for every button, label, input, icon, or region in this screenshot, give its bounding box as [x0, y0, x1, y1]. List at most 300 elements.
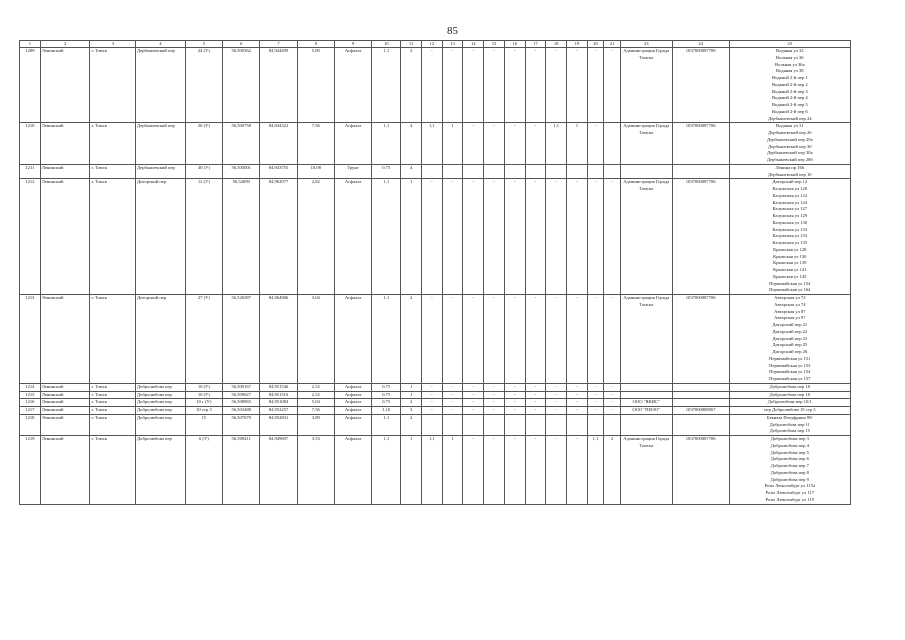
address-item: Дигорский пер 26 — [772, 349, 808, 354]
table-cell: Добролюбова пер — [136, 436, 186, 505]
table-cell: 1 — [401, 436, 422, 505]
table-cell — [587, 164, 604, 179]
address-item: Добролюбова пер 7 — [770, 463, 809, 468]
table-cell: 24 (У) — [185, 48, 222, 123]
address-list — [729, 414, 850, 435]
table-cell: - — [546, 407, 567, 415]
table-cell: - — [604, 48, 621, 123]
table-cell: - — [525, 48, 546, 123]
table-cell — [484, 414, 505, 435]
address-item: Водяная ул 38 — [776, 68, 804, 74]
table-cell: 1214 — [20, 383, 41, 391]
table-cell: Ленинский — [40, 399, 90, 407]
table-cell: 84,951516 — [260, 391, 297, 399]
table-cell: - — [421, 179, 442, 295]
column-header: 21 — [604, 41, 621, 48]
table-cell: 15 — [185, 414, 222, 435]
address-item: Дигорский пер 12 — [772, 179, 808, 185]
address-item: Первомайская ул 151 — [769, 355, 811, 361]
address-item: Дербышевский пер 29а — [767, 136, 813, 142]
table-cell: Ленинский — [40, 414, 90, 435]
table-row — [20, 414, 851, 435]
address-item: Водяная ул 32 — [776, 48, 804, 53]
address-list — [729, 48, 850, 123]
table-cell: - — [546, 391, 567, 399]
table-cell: - — [463, 407, 484, 415]
table-cell: - — [546, 295, 567, 384]
table-cell: - — [546, 399, 567, 407]
table-cell: 6 (У) — [185, 436, 222, 505]
address-item: Бекназа Полуфрина 99/ — [766, 414, 813, 420]
table-cell: Ленинский — [40, 407, 90, 415]
table-cell: 2 — [401, 48, 422, 123]
address-list — [729, 164, 850, 179]
table-cell: - — [525, 383, 546, 391]
table-cell — [442, 414, 463, 435]
table-cell: Добролюбова пер — [136, 407, 186, 415]
address-item: Дигорский пер 22 — [772, 328, 808, 334]
table-cell: 1,1 — [587, 436, 604, 505]
address-item: Дербышевский пер 10 — [768, 171, 812, 177]
table-cell — [672, 399, 729, 407]
table-cell: 56,526587 — [223, 295, 260, 384]
table-cell: - — [442, 391, 463, 399]
table-cell: 1,1 — [421, 123, 442, 165]
address-item: Добролюбова пер 10 — [769, 391, 811, 397]
table-cell: 3,53 — [297, 436, 334, 505]
table-cell: - — [587, 383, 604, 391]
table-cell: - — [421, 399, 442, 407]
table-cell: Ленинский — [40, 164, 90, 179]
address-item: Дербышевский пер 26 — [768, 130, 812, 135]
table-cell: г. Томск — [90, 414, 136, 435]
table-cell: 1037000087706 — [672, 123, 729, 165]
table-cell: 27 (У) — [185, 295, 222, 384]
address-item: Водяной 2-й пер 1 — [771, 75, 808, 80]
column-header: 3 — [90, 41, 136, 48]
table-cell: - — [604, 295, 621, 384]
table-cell: - — [504, 295, 525, 384]
table-cell: Ленинский — [40, 383, 90, 391]
table-cell: - — [442, 407, 463, 415]
table-cell — [672, 383, 729, 391]
table-cell: - — [604, 407, 621, 415]
column-header: 5 — [185, 41, 222, 48]
address-item: Калужская ул 130 — [772, 219, 808, 225]
table-cell: 1 — [567, 123, 588, 165]
table-cell: 1037000088567 — [672, 407, 729, 415]
table-cell: 56,507679 — [223, 414, 260, 435]
table-cell: г. Томск — [90, 399, 136, 407]
table-cell — [484, 164, 505, 179]
register-table — [19, 40, 851, 505]
table-cell: - — [525, 436, 546, 505]
table-cell: - — [421, 295, 442, 384]
column-header: 23 — [620, 41, 672, 48]
table-cell: - — [484, 436, 505, 505]
table-cell: - — [546, 179, 567, 295]
table-cell: - — [504, 48, 525, 123]
address-item: Дербышевский пер 28б — [766, 157, 813, 162]
table-cell — [546, 164, 567, 179]
table-cell: - — [604, 399, 621, 407]
table-cell: - — [546, 383, 567, 391]
table-cell: - — [587, 295, 604, 384]
table-cell: 1037000087706 — [672, 295, 729, 384]
table-cell: Грунт — [334, 164, 371, 179]
address-item: Первомайская ул 164 — [769, 287, 811, 293]
table-cell: 10,08 — [297, 164, 334, 179]
table-row — [20, 48, 851, 123]
address-item: Калужская ул 129 — [772, 213, 808, 218]
column-header: 15 — [484, 41, 505, 48]
column-header: 12 — [421, 41, 442, 48]
table-cell: 1211 — [20, 164, 41, 179]
table-cell: Асфальт — [334, 436, 371, 505]
address-item: Водяной 2-й пер 4 — [771, 95, 808, 101]
table-cell: 2 — [401, 399, 422, 407]
column-header: 18 — [546, 41, 567, 48]
table-cell: 1218 — [20, 414, 41, 435]
table-cell: 84,944499 — [260, 48, 297, 123]
column-header: 1 — [20, 41, 41, 48]
table-cell — [604, 123, 621, 165]
table-cell: г. Томск — [90, 179, 136, 295]
table-cell: 10 г (У) — [185, 399, 222, 407]
table-cell: - — [504, 383, 525, 391]
address-item: Дербышевский пер 30 — [768, 143, 812, 149]
table-cell: - — [525, 295, 546, 384]
table-cell: - — [504, 399, 525, 407]
table-cell: 1 — [442, 436, 463, 505]
address-item: Крымская ул 141 — [773, 267, 807, 272]
address-item: Калужская ул 133 — [772, 226, 808, 232]
table-cell — [504, 164, 525, 179]
table-cell: - — [587, 179, 604, 295]
table-cell: - — [587, 48, 604, 123]
column-header: 7 — [260, 41, 297, 48]
table-cell: - — [463, 436, 484, 505]
table-cell — [604, 414, 621, 435]
table-row — [20, 391, 851, 399]
address-item: Первомайская ул 154 — [769, 280, 811, 286]
table-cell: 26 (У) — [185, 123, 222, 165]
table-cell: г. Томск — [90, 164, 136, 179]
address-item: Дербышевский пер 24 — [768, 115, 812, 121]
table-cell: 1,1 — [372, 179, 401, 295]
table-cell: Асфальт — [334, 48, 371, 123]
table-cell: 2 — [401, 295, 422, 384]
address-item: Водяной 2-й пер 2 — [771, 81, 808, 87]
table-cell: - — [504, 123, 525, 165]
address-item: Вольная ул 36 — [776, 54, 804, 60]
address-item: Калужская ул 120 — [772, 186, 808, 191]
table-cell: 5,04 — [297, 399, 334, 407]
table-cell: 1,1 — [372, 295, 401, 384]
table-cell: - — [546, 436, 567, 505]
table-cell — [620, 391, 672, 399]
address-item: Калужская ул 127 — [772, 206, 808, 212]
table-cell: 56,500362 — [223, 48, 260, 123]
table-cell: - — [604, 179, 621, 295]
address-item: Крымская ул 145 — [773, 273, 807, 279]
table-cell: 1,1 — [372, 123, 401, 165]
table-cell — [672, 391, 729, 399]
address-item: Калужская ул 135 — [772, 240, 808, 245]
table-cell — [421, 414, 442, 435]
address-item: Дербышевский пер 30а — [767, 150, 813, 156]
table-cell: 0,75 — [372, 383, 401, 391]
table-row — [20, 399, 851, 407]
address-list — [729, 436, 850, 505]
table-cell: - — [484, 391, 505, 399]
address-item: Водяная ул 31 — [776, 123, 804, 129]
table-cell: 56,503488 — [223, 407, 260, 415]
page-number: 85 — [447, 25, 458, 37]
table-cell: 3,04 — [297, 295, 334, 384]
column-header: 10 — [372, 41, 401, 48]
address-item: Розы Люксембург ул 117 — [765, 490, 815, 495]
table-cell: 2 — [604, 436, 621, 505]
table-cell: 2,82 — [297, 179, 334, 295]
table-cell: 84,952831 — [260, 414, 297, 435]
table-cell: г. Томск — [90, 383, 136, 391]
table-row — [20, 179, 851, 295]
table-cell: 2 — [401, 414, 422, 435]
table-cell: г. Томск — [90, 436, 136, 505]
column-header: 20 — [587, 41, 604, 48]
table-cell: Асфальт — [334, 414, 371, 435]
column-header: 17 — [525, 41, 546, 48]
address-item: Водяной 2-й пер 6 — [771, 108, 808, 114]
column-header: 14 — [463, 41, 484, 48]
table-cell: 56,509167 — [223, 383, 260, 391]
address-item: пер Добролюбова 10 стр 3 — [764, 407, 816, 412]
table-cell: Администрация Города Томска — [620, 179, 672, 295]
table-cell — [463, 414, 484, 435]
table-cell: Ленинский — [40, 436, 90, 505]
table-cell: - — [546, 48, 567, 123]
table-cell: 1,10 — [372, 407, 401, 415]
table-cell: 1217 — [20, 407, 41, 415]
table-cell: г. Томск — [90, 123, 136, 165]
address-item: Добролюбова пер 15 — [769, 428, 811, 434]
table-cell: 12 (У) — [185, 179, 222, 295]
table-cell: - — [442, 179, 463, 295]
table-cell: Добролюбова пер — [136, 383, 186, 391]
address-item: Вольная ул 36а — [775, 61, 805, 67]
table-cell — [525, 164, 546, 179]
table-cell: 30 (У) — [185, 164, 222, 179]
table-cell: 1037000087706 — [672, 179, 729, 295]
table-cell: Администрация Города Томска — [620, 295, 672, 384]
table-cell: - — [484, 383, 505, 391]
table-cell — [604, 164, 621, 179]
table-cell: 1213 — [20, 295, 41, 384]
column-header: 4 — [136, 41, 186, 48]
table-cell: Ленинский — [40, 391, 90, 399]
table-cell: 56,509027 — [223, 391, 260, 399]
table-cell: - — [567, 179, 588, 295]
table-cell: 56,500758 — [223, 123, 260, 165]
table-cell — [421, 164, 442, 179]
table-cell: - — [463, 295, 484, 384]
address-item: Автарская ул 72 — [774, 295, 806, 300]
table-cell: - — [484, 295, 505, 384]
table-cell: 1 — [401, 391, 422, 399]
address-item: Ленина пр 166 — [775, 164, 805, 170]
table-cell: 1 — [401, 383, 422, 391]
table-cell: г. Томск — [90, 407, 136, 415]
table-cell: - — [587, 391, 604, 399]
table-cell: - — [463, 48, 484, 123]
table-cell: Асфальт — [334, 295, 371, 384]
address-item: Добролюбова пер 10/1 — [767, 399, 812, 405]
table-cell: Ленинский — [40, 123, 90, 165]
table-cell — [620, 164, 672, 179]
table-cell: 1,1 — [372, 48, 401, 123]
table-cell: 10 (У) — [185, 391, 222, 399]
table-cell: 84,949697 — [260, 436, 297, 505]
table-cell: - — [442, 399, 463, 407]
column-header: 11 — [401, 41, 422, 48]
address-item: Калужская ул 124 — [772, 199, 808, 205]
address-item: Дигорский пер 23 — [772, 335, 808, 341]
table-cell: Асфальт — [334, 391, 371, 399]
table-cell — [620, 383, 672, 391]
table-row — [20, 383, 851, 391]
table-cell: Администрация Города Томска — [620, 48, 672, 123]
table-cell: г. Томск — [90, 391, 136, 399]
column-header: 8 — [297, 41, 334, 48]
table-cell: - — [504, 391, 525, 399]
address-item: Автарская ул 97 — [774, 315, 806, 321]
table-cell: Дигорский пер — [136, 295, 186, 384]
table-cell: 84,951084 — [260, 399, 297, 407]
table-cell: - — [442, 48, 463, 123]
table-row — [20, 123, 851, 165]
table-cell — [567, 164, 588, 179]
table-cell: - — [525, 407, 546, 415]
table-cell: 1037000087706 — [672, 48, 729, 123]
table-cell: - — [504, 436, 525, 505]
table-cell: 2,52 — [297, 383, 334, 391]
address-list — [729, 123, 850, 165]
column-header: 16 — [504, 41, 525, 48]
column-header: 19 — [567, 41, 588, 48]
table-cell: 1216 — [20, 399, 41, 407]
table-cell: - — [525, 399, 546, 407]
table-cell: 7,56 — [297, 123, 334, 165]
table-cell: Добролюбова пер — [136, 399, 186, 407]
table-cell: - — [567, 48, 588, 123]
table-cell: 10 стр 3 — [185, 407, 222, 415]
address-item: Розы Люксембург ул 115а — [764, 483, 816, 489]
address-item: Дигорский пер 21 — [772, 322, 808, 327]
address-item: Добролюбова пер 11 — [769, 421, 810, 427]
column-header: 13 — [442, 41, 463, 48]
table-cell: - — [567, 399, 588, 407]
table-row — [20, 295, 851, 384]
address-item: Калужская ул 133 — [772, 233, 808, 239]
table-cell: Администрация Города Томска — [620, 436, 672, 505]
table-cell: Асфальт — [334, 179, 371, 295]
table-cell: - — [525, 179, 546, 295]
table-cell: - — [421, 48, 442, 123]
table-cell: - — [421, 383, 442, 391]
table-cell: 1 — [401, 179, 422, 295]
address-item: Добролюбова пер 9 — [770, 476, 809, 482]
table-cell: - — [567, 407, 588, 415]
table-cell: - — [463, 391, 484, 399]
table-cell: 0,75 — [372, 399, 401, 407]
table-cell: - — [604, 383, 621, 391]
table-cell: 0,75 — [372, 391, 401, 399]
address-list — [729, 383, 850, 391]
table-cell: Добролюбова пер — [136, 414, 186, 435]
table-cell: Асфальт — [334, 123, 371, 165]
address-item: Дигорский пер 25 — [772, 342, 808, 348]
table-cell: - — [463, 399, 484, 407]
table-cell: 1212 — [20, 179, 41, 295]
table-cell — [504, 414, 525, 435]
table-cell: 1210 — [20, 123, 41, 165]
table-cell: 84,943755 — [260, 164, 297, 179]
address-item: Крымская ул 139 — [773, 260, 807, 266]
address-item: Добролюбова пер 8 — [770, 469, 809, 475]
table-cell: 1,1 — [546, 123, 567, 165]
table-cell: 1209 — [20, 48, 41, 123]
table-cell: - — [484, 123, 505, 165]
table-cell: Асфальт — [334, 407, 371, 415]
table-cell: Ленинский — [40, 295, 90, 384]
address-item: Калужская ул 122 — [772, 192, 808, 198]
table-cell: - — [587, 399, 604, 407]
table-cell: - — [525, 123, 546, 165]
table-cell: 56,505001 — [223, 164, 260, 179]
table-cell: - — [587, 407, 604, 415]
table-cell: 84,952257 — [260, 407, 297, 415]
table-cell: 5,80 — [297, 48, 334, 123]
table-cell: - — [421, 407, 442, 415]
table-row — [20, 164, 851, 179]
table-cell: - — [484, 48, 505, 123]
address-list — [729, 179, 850, 295]
table-cell — [546, 414, 567, 435]
table-cell: 10 (У) — [185, 383, 222, 391]
table-cell: 0,75 — [372, 164, 401, 179]
table-cell: - — [567, 295, 588, 384]
address-item: Автарская ул 87 — [774, 308, 806, 314]
column-header: 25 — [729, 41, 850, 48]
table-cell: Администрация Города Томска — [620, 123, 672, 165]
address-item: Первомайская ул 157 — [769, 376, 811, 381]
table-cell: 56,508965 — [223, 399, 260, 407]
address-item: Добролюбова пер 10 — [769, 383, 811, 389]
address-item: Розы Люксембург ул 119 — [765, 496, 815, 502]
address-item: Добролюбова пер 3 — [770, 436, 809, 441]
table-cell: - — [504, 179, 525, 295]
address-list — [729, 399, 850, 407]
table-cell: 1215 — [20, 391, 41, 399]
table-cell: - — [484, 179, 505, 295]
table-cell: 1,1 — [372, 414, 401, 435]
table-cell — [672, 414, 729, 435]
table-cell: г. Томск — [90, 295, 136, 384]
table-cell: г. Томск — [90, 48, 136, 123]
column-header: 2 — [40, 41, 90, 48]
table-cell: 56,52699 — [223, 179, 260, 295]
